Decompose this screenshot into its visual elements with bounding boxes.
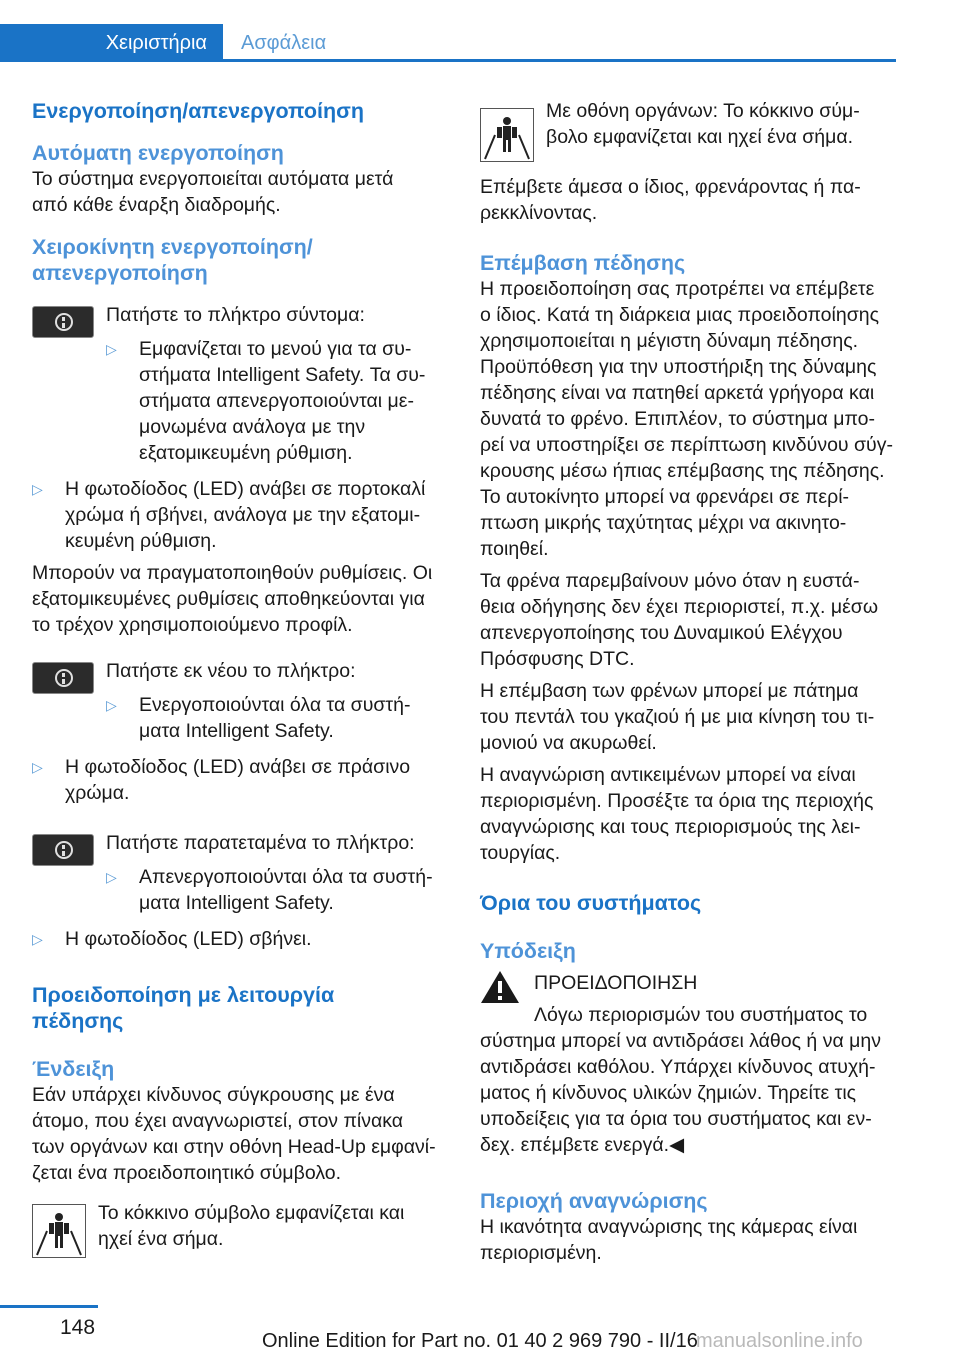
pedestrian-symbol-row-instrument [480,98,896,160]
text-line: Η επέμβαση των φρένων μπορεί με πάτημα [480,680,859,702]
text-line: χρησιμοποιείται η μέγιστη δύναμη πέδησης. [480,330,859,352]
text-line: τουργίας. [480,842,561,864]
pedestrian-warning-icon [480,108,534,162]
heading-automatic-activation: Αυτόματη ενεργοποίηση [32,141,284,165]
intelligent-safety-button-icon [32,834,94,866]
page-number: 148 [60,1316,96,1339]
warning-title: ΠΡΟΕΙΔΟΠΟΙΗΣΗ [534,972,698,994]
text-line: περιορισμένη. [480,1242,602,1264]
text-line: ματα Intelligent Safety. [139,720,334,742]
heading-brake-intervention: Επέμβαση πέδησης [480,251,686,275]
heading-system-limits: Όρια του συστήματος [480,891,702,915]
text-line: δυνατά το φρένο. Επιπλέον, το σύστημα μπο- [480,408,875,430]
tab-safety[interactable]: Ασφάλεια [223,24,896,62]
text-line: ματος ή κίνδυνος υλικών ζημιών. Τηρείτε τις [480,1082,857,1104]
triangle-bullet-icon: ▷ [32,931,43,947]
heading-brake-warning: Προειδοποίηση με λειτουργία [32,983,335,1007]
text-line: από κάθε έναρξη διαδρομής. [32,194,281,216]
text-line: βολο εμφανίζεται και ηχεί ένα σήμα. [546,126,854,148]
text-line: Εάν υπάρχει κίνδυνος σύγκρουσης με ένα [32,1084,395,1106]
text-line: περιορισμένη. Προσέξτε τα όρια της περιοχής [480,790,874,812]
text-line: μονωμένα ανάλογα με την [139,416,366,438]
text-line: στήματα Intelligent Safety. Τα συ- [139,364,426,386]
text-line: Απενεργοποιούνται όλα τα συστή- [139,866,433,888]
text-line: Τα φρένα παρεμβαίνουν μόνο όταν η ευστά- [480,570,860,592]
warning-triangle-icon [480,970,520,1004]
left-column [32,98,448,1260]
text-line: Μπορούν να πραγματοποιηθούν ρυθμίσεις. Οι [32,562,433,584]
text-line: Η φωτοδίοδος (LED) ανάβει σε πορτοκαλί [65,478,426,500]
warning-box [480,970,896,1028]
pedestrian-symbol-row [32,1200,448,1260]
text-line: κρουσης μέσω ήπιας επέμβασης της πέδησης. [480,460,885,482]
text-line: Η ικανότητα αναγνώρισης της κάμερας είναι [480,1216,858,1238]
triangle-bullet-icon: ▷ [32,481,43,497]
text-line: πέδησης είναι να πατηθεί αρκετά γρήγορα και [480,382,875,404]
text-line: αναγνώρισης και τους περιορισμούς της λει- [480,816,861,838]
text-line: Προϋπόθεση για την υποστήριξη της δύναμης [480,356,877,378]
text-line: Πατήστε παρατεταμένα το πλήκτρο: [106,832,415,854]
text-line: κευμένη ρύθμιση. [65,530,217,552]
text-line: στήματα απενεργοποιούνται με- [139,390,414,412]
edition-info: Online Edition for Part no. 01 40 2 969 790 - II/16 [262,1330,698,1352]
text-line: ο ίδιος. Κατά τη διάρκεια μιας προειδοποίησης [480,304,879,326]
text-line: ηχεί ένα σήμα. [98,1228,224,1250]
text-line: των οργάνων και στην οθόνη Head-Up εμφανί- [32,1136,436,1158]
text-line: ζεται ένα προειδοποιητικό σύμβολο. [32,1162,342,1184]
triangle-bullet-icon: ▷ [32,759,43,775]
list-item [32,476,448,554]
heading-display: Ένδειξη [32,1057,115,1081]
press-row-long [32,830,448,916]
text-line: μονιού να ακυρωθεί. [480,732,657,754]
list-item [32,754,448,806]
tab-controls[interactable]: Χειριστήρια [0,24,223,62]
heading-manual-activation-2: απενεργοποίηση [32,261,208,285]
text-line: ρεκκλίνοντας. [480,202,598,224]
text-line: Η προειδοποίηση σας προτρέπει να επέμβετε [480,278,875,300]
text-line: ρεί να υποστηρίξει σε περίπτωση κινδύνου σύγ- [480,434,893,456]
text-line: υποδείξεις για τα όρια του συστήματος και εν- [480,1108,872,1130]
text-line: θεια οδήγησης δεν έχει περιοριστεί, π.χ. μέσω [480,596,879,618]
heading-note: Υπόδειξη [480,939,576,963]
footer-accent-line [0,1305,98,1308]
text-line: Ενεργοποιούνται όλα τα συστή- [139,694,411,716]
text-line: αντιδράσει καθόλου. Υπάρχει κίνδυνος ατυχή- [480,1056,876,1078]
press-row-short [32,302,448,466]
text-line: Επέμβετε άμεσα ο ίδιος, φρενάροντας ή πα- [480,176,861,198]
watermark: manualsonline.info [696,1330,863,1352]
list-item [106,864,448,916]
text-line: Το κόκκινο σύμβολο εμφανίζεται και [98,1202,405,1224]
list-item [32,926,448,952]
text-line: Με οθόνη οργάνων: Το κόκκινο σύμ- [546,100,860,122]
text-line: το τρέχον χρησιμοποιούμενο προφίλ. [32,614,353,636]
text-line: Πατήστε εκ νέου το πλήκτρο: [106,660,356,682]
text-line: του πεντάλ του γκαζιού ή με μια κίνηση του τι- [480,706,875,728]
text-line: Εμφανίζεται το μενού για τα συ- [139,338,412,360]
text-line: εξατομικευμένες ρυθμίσεις αποθηκεύονται για [32,588,425,610]
right-column [480,98,896,1266]
text-line: Η αναγνώριση αντικειμένων μπορεί να είναι [480,764,856,786]
heading-brake-warning-2: πέδησης [32,1009,124,1033]
intelligent-safety-button-icon [32,306,94,338]
heading-manual-activation: Χειροκίνητη ενεργοποίηση/ [32,235,313,259]
text-line: Το σύστημα ενεργοποιείται αυτόματα μετά [32,168,394,190]
triangle-bullet-icon: ▷ [106,341,117,357]
triangle-bullet-icon: ▷ [106,869,117,885]
text-line: απενεργοποίησης του Δυναμικού Ελέγχου [480,622,843,644]
text-line: σύστημα μπορεί να αντιδράσει λάθος ή να μην [480,1030,881,1052]
list-item [106,692,448,744]
text-line: χρώμα ή σβήνει, ανάλογα με την εξατομι- [65,504,421,526]
text-line: χρώμα. [65,782,130,804]
text-line: Η φωτοδίοδος (LED) ανάβει σε πράσινο [65,756,411,778]
text-line: ματα Intelligent Safety. [139,892,334,914]
text-line: πτωση μικρής ταχύτητας μέχρι να ακινητο- [480,512,847,534]
text-line: ποιηθεί. [480,538,549,560]
intelligent-safety-button-icon [32,662,94,694]
triangle-bullet-icon: ▷ [106,697,117,713]
text-line: δεχ. επέμβετε ενεργά.◀ [480,1134,685,1156]
list-item [106,336,448,466]
heading-detection-area: Περιοχή αναγνώρισης [480,1189,708,1213]
text-line: άτομο, που έχει αναγνωριστεί, στον πίνακα [32,1110,404,1132]
heading-activation: Ενεργοποίηση/απενεργοποίηση [32,99,364,123]
header-tabs [0,24,896,62]
text-line: Το αυτοκίνητο μπορεί να φρενάρει σε περί- [480,486,850,508]
pedestrian-warning-icon [32,1204,86,1258]
text-line: Η φωτοδίοδος (LED) σβήνει. [65,928,312,950]
press-row-again [32,658,448,744]
text-line: εξατομικευμένη ρύθμιση. [139,442,353,464]
text-line: Πατήστε το πλήκτρο σύντομα: [106,304,365,326]
text-line: Πρόσφυσης DTC. [480,648,635,670]
text-line: Λόγω περιορισμών του συστήματος το [534,1004,868,1026]
